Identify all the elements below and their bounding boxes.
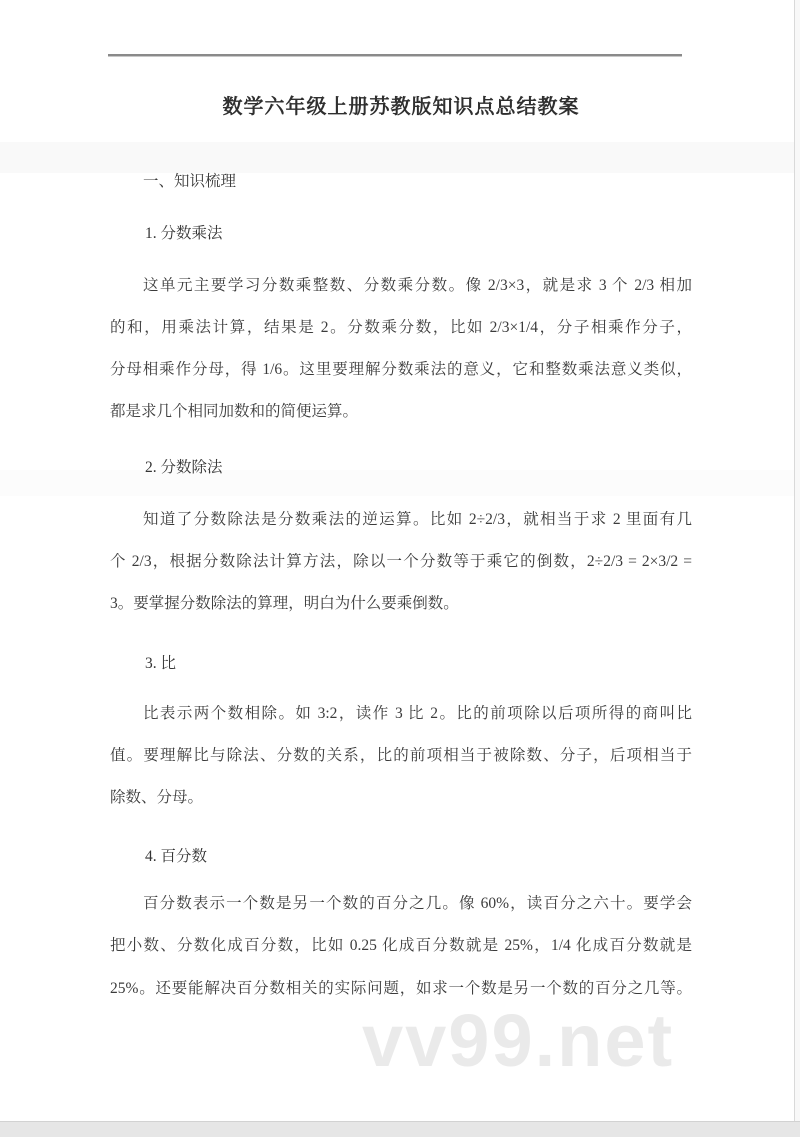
paragraph-line: 个 2/3，根据分数除法计算方法，除以一个分数等于乘它的倒数，2÷2/3 = 2×3/2 =	[110, 553, 692, 570]
item-heading-4: 4. 百分数	[145, 848, 208, 865]
scan-artifact-band	[0, 142, 794, 173]
paragraph-line: 把小数、分数化成百分数，比如 0.25 化成百分数就是 25%，1/4 化成百分数就是	[110, 937, 692, 954]
page-bottom-gutter	[0, 1121, 800, 1137]
page-right-edge	[794, 0, 800, 1121]
section-heading: 一、知识梳理	[143, 173, 237, 190]
item-heading-3: 3. 比	[145, 655, 177, 672]
paragraph-line: 3。要掌握分数除法的算理，明白为什么要乘倒数。	[110, 595, 459, 612]
document-title: 数学六年级上册苏教版知识点总结教案	[222, 96, 580, 118]
paragraph-line: 百分数表示一个数是另一个数的百分之几。像 60%，读百分之六十。要学会	[143, 895, 692, 912]
paragraph-line: 知道了分数除法是分数乘法的逆运算。比如 2÷2/3，就相当于求 2 里面有几	[143, 511, 692, 528]
site-watermark: vv99.net	[362, 999, 675, 1082]
paragraph-line: 都是求几个相同加数和的简便运算。	[110, 403, 359, 420]
paragraph-line: 值。要理解比与除法、分数的关系，比的前项相当于被除数、分子，后项相当于	[110, 747, 692, 764]
scan-artifact-band	[0, 470, 794, 496]
paragraph-line: 25%。还要能解决百分数相关的实际问题，如求一个数是另一个数的百分之几等。	[110, 980, 692, 997]
paragraph-line: 除数、分母。	[110, 789, 204, 806]
item-heading-2: 2. 分数除法	[145, 459, 223, 476]
item-heading-1: 1. 分数乘法	[145, 225, 223, 242]
paragraph-line: 分母相乘作分母，得 1/6。这里要理解分数乘法的意义，它和整数乘法意义类似，	[110, 361, 692, 378]
paragraph-line: 比表示两个数相除。如 3:2，读作 3 比 2。比的前项除以后项所得的商叫比	[143, 705, 692, 722]
paragraph-line: 这单元主要学习分数乘整数、分数乘分数。像 2/3×3，就是求 3 个 2/3 相加	[143, 277, 692, 294]
paragraph-line: 的和，用乘法计算，结果是 2。分数乘分数，比如 2/3×1/4，分子相乘作分子，	[110, 319, 692, 336]
header-divider-line	[108, 54, 682, 57]
